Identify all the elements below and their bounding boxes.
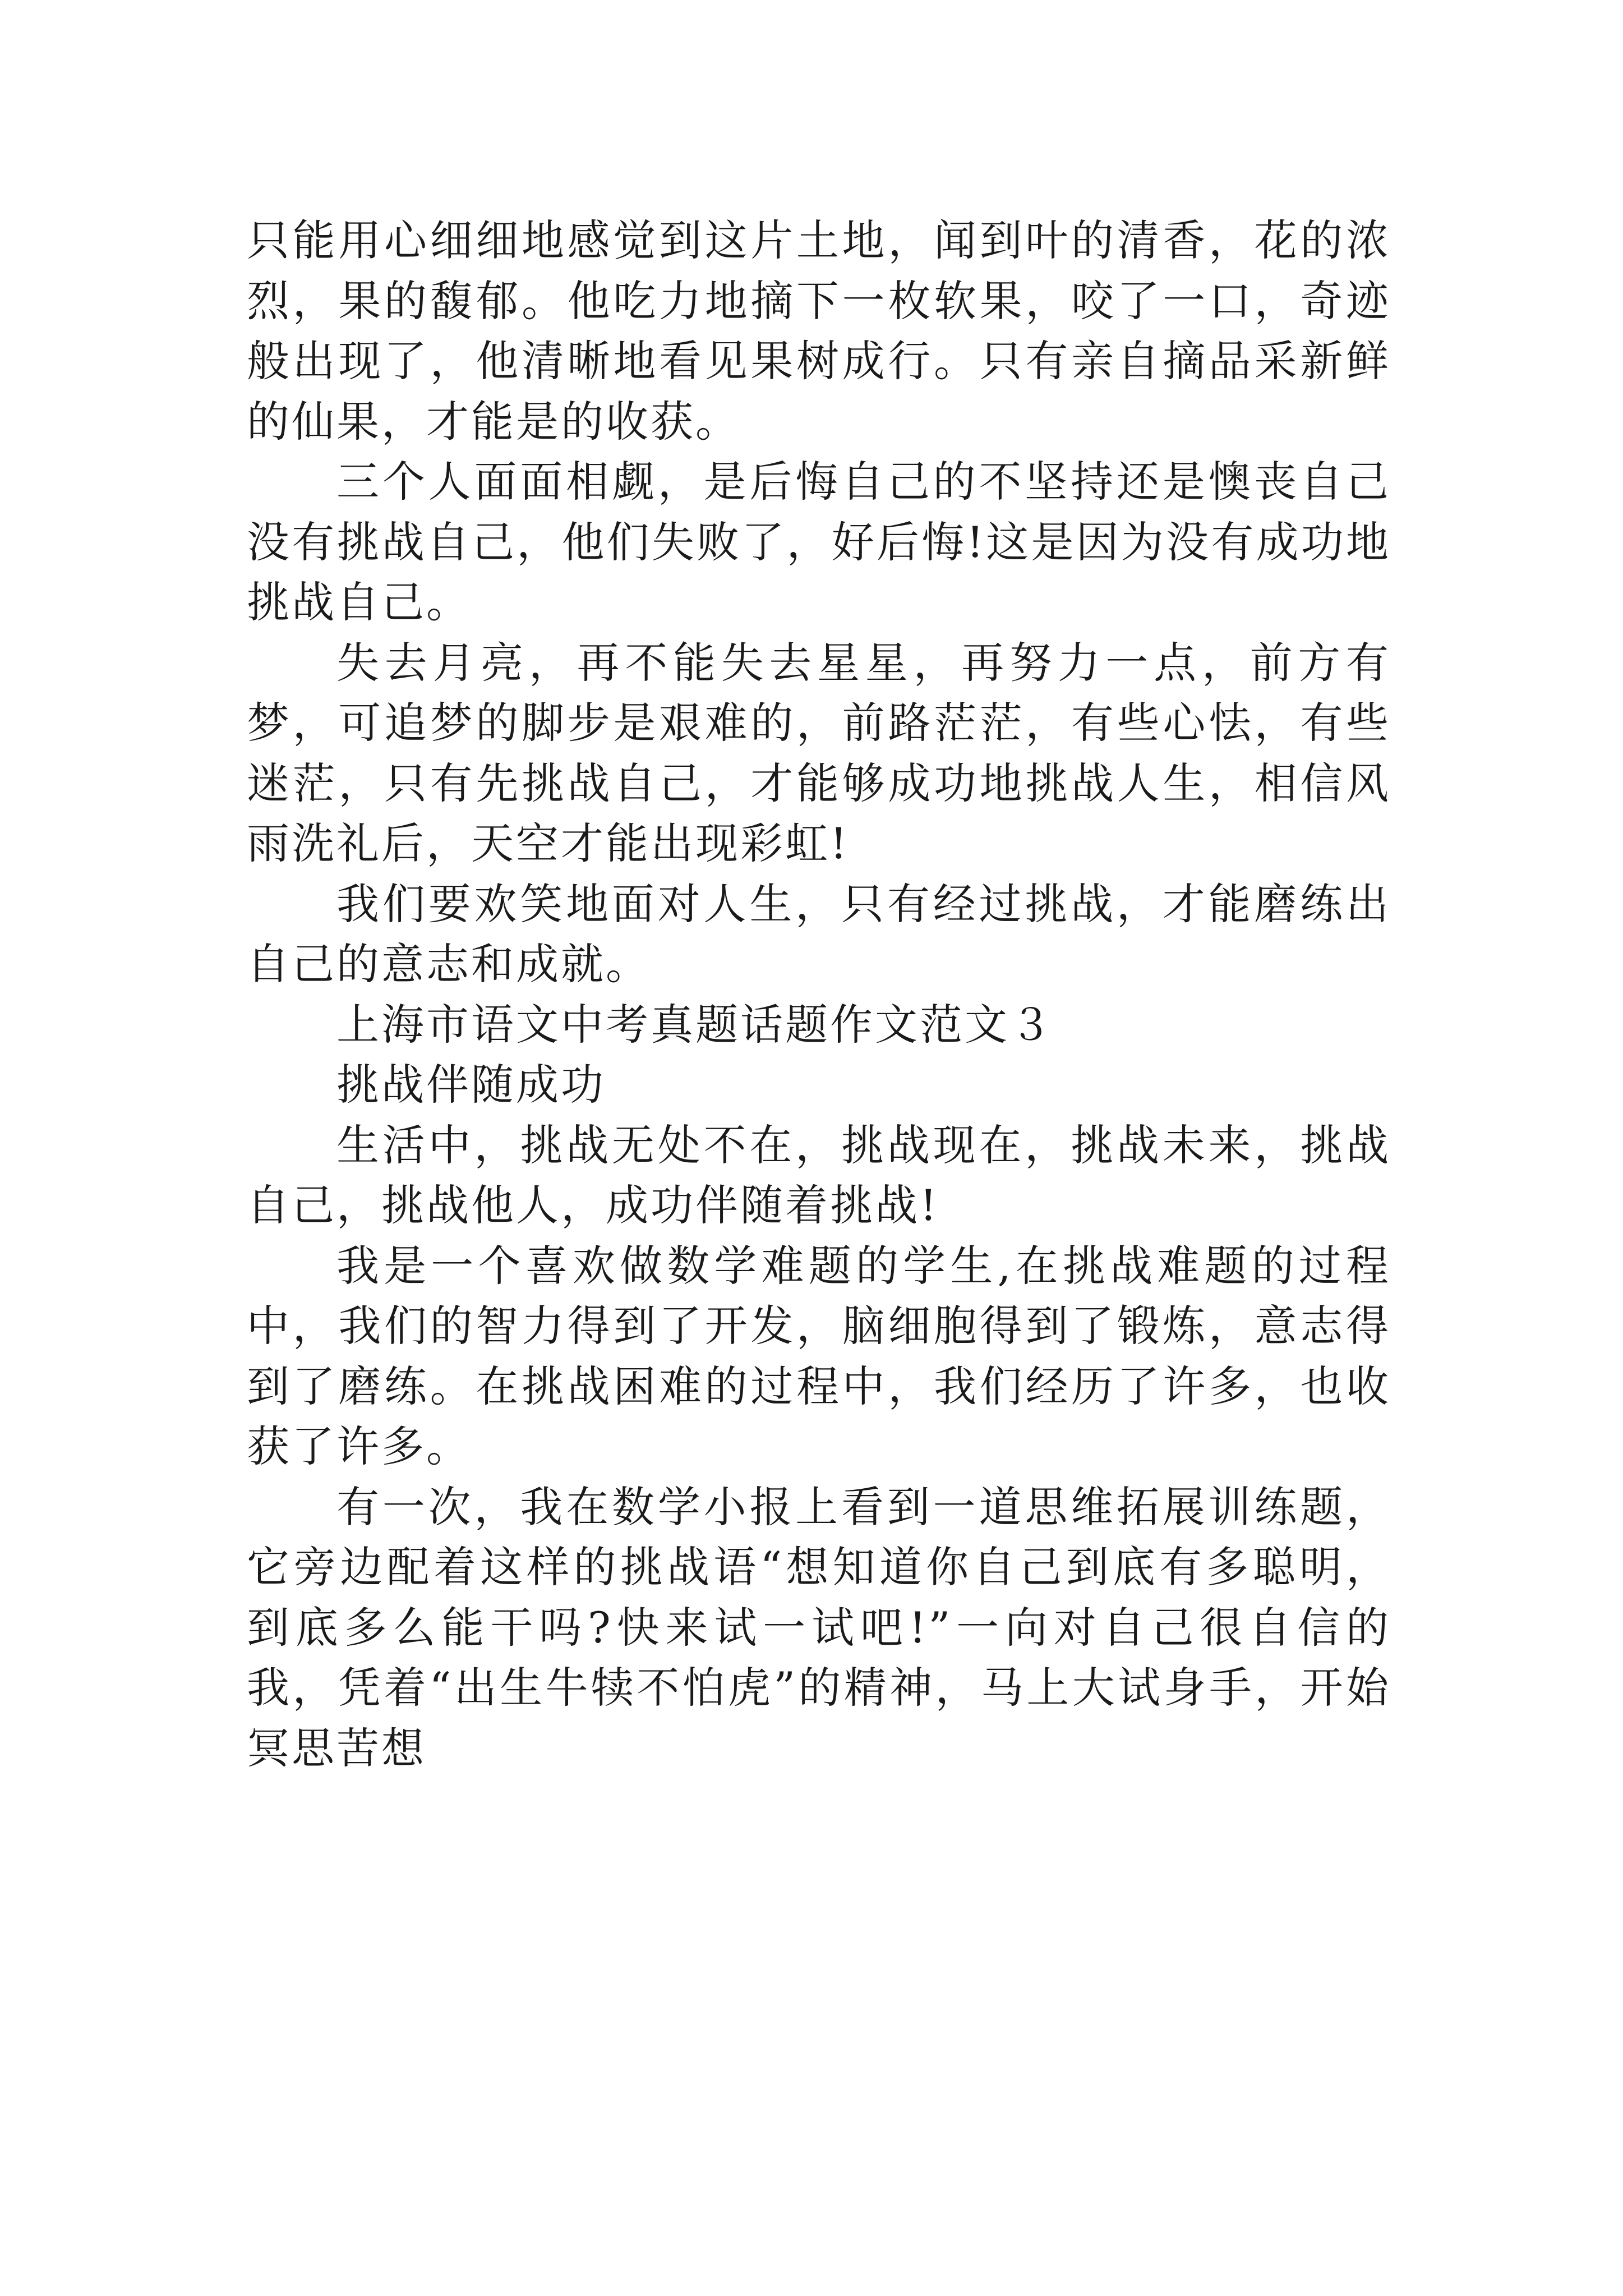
- paragraph: 我是一个喜欢做数学难题的学生,在挑战难题的过程中，我们的智力得到了开发，脑细胞得到了锻炼，意志得到了磨练。在挑战困难的过程中，我们经历了许多，也收获了许多。: [247, 1240, 1391, 1471]
- essay-title: 挑战伴随成功: [336, 1060, 606, 1110]
- section-heading: 上海市语文中考真题话题作文范文３: [336, 999, 1054, 1050]
- paragraph: 失去月亮，再不能失去星星，再努力一点，前方有梦，可追梦的脚步是艰难的，前路茫茫，有些心怯，有些迷茫，只有先挑战自己，才能够成功地挑战人生，相信风雨洗礼后，天空才能出现彩虹!: [247, 637, 1391, 868]
- paragraph: 三个人面面相觑，是后悔自己的不坚持还是懊丧自己没有挑战自己，他们失败了，好后悔!这是因为没有成功地挑战自己。: [247, 457, 1391, 627]
- paragraph: 生活中，挑战无处不在，挑战现在，挑战未来，挑战自己，挑战他人，成功伴随着挑战!: [247, 1120, 1391, 1230]
- paragraph-continued: 只能用心细细地感觉到这片土地，闻到叶的清香，花的浓烈，果的馥郁。他吃力地摘下一枚软果，咬了一口，奇迹般出现了，他清晰地看见果树成行。只有亲自摘品采新鲜的仙果，才能是的收获。: [247, 215, 1391, 447]
- document-body: [247, 210, 1391, 1778]
- paragraph: 我们要欢笑地面对人生，只有经过挑战，才能磨练出自己的意志和成就。: [247, 878, 1391, 989]
- paragraph: 有一次，我在数学小报上看到一道思维拓展训练题，它旁边配着这样的挑战语“想知道你自己到底有多聪明，到底多么能干吗?快来试一试吧!”一向对自己很自信的我，凭着“出生牛犊不怕虎”的精神，马上大试身手，开始冥思苦想: [247, 1481, 1391, 1773]
